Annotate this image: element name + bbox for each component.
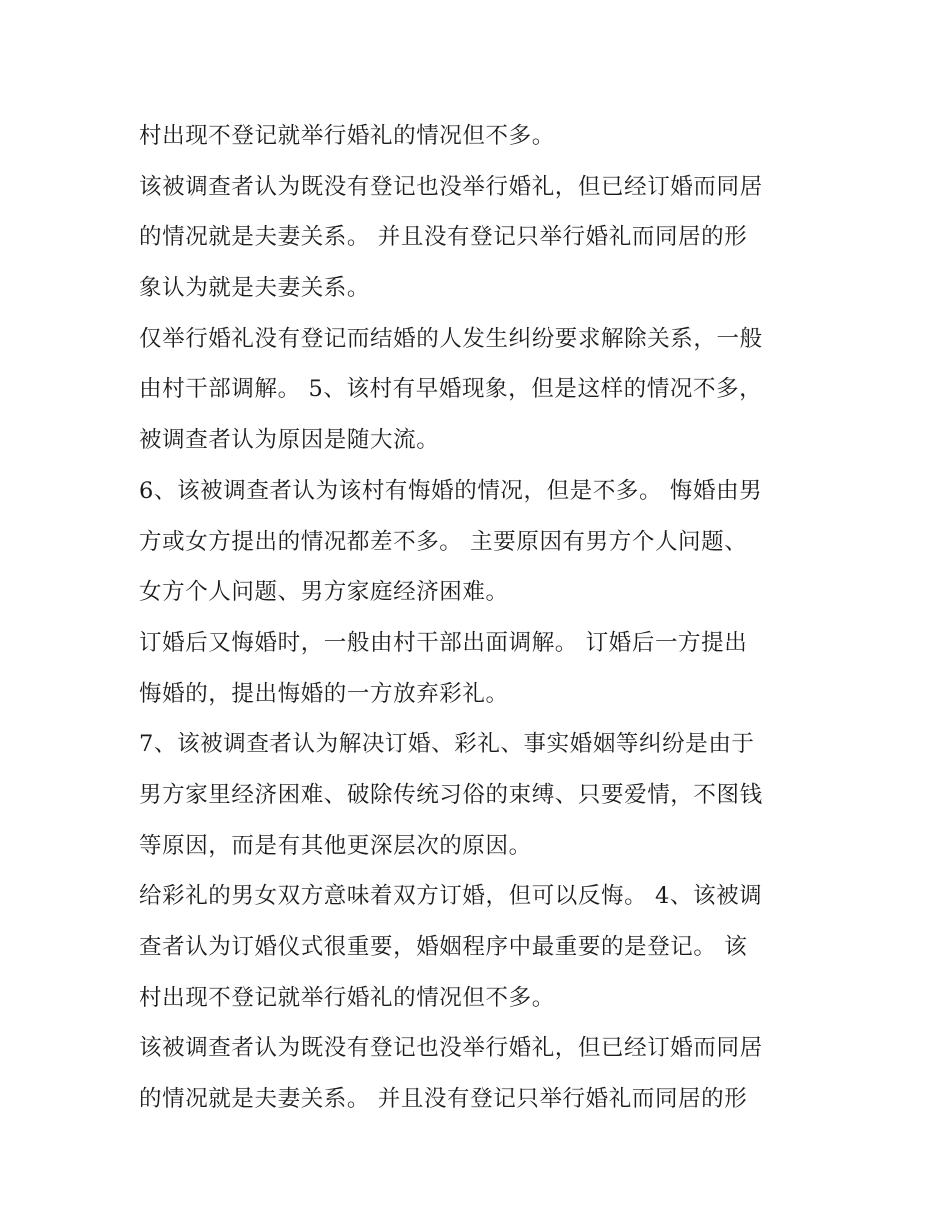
text-line: 仅举行婚礼没有登记而结婚的人发生纠纷要求解除关系，一般 bbox=[139, 325, 763, 352]
text-line: 悔婚的，提出悔婚的一方放弃彩礼。 bbox=[139, 680, 509, 707]
text-line: 订婚后又悔婚时，一般由村干部出面调解。 订婚后一方提出 bbox=[139, 629, 748, 656]
text-line: 村出现不登记就举行婚礼的情况但不多。 bbox=[139, 123, 555, 149]
text-line: 的情况就是夫妻关系。 并且没有登记只举行婚礼而同居的形 bbox=[139, 1086, 748, 1113]
text-line: 等原因，而是有其他更深层次的原因。 bbox=[139, 832, 532, 859]
text-line: 给彩礼的男女双方意味着双方订婚，但可以反悔。 4、该被调 bbox=[139, 883, 763, 910]
text-line: 7、该被调查者认为解决订婚、彩礼、事实婚姻等纠纷是由于 bbox=[139, 731, 755, 758]
text-line: 的情况就是夫妻关系。 并且没有登记只举行婚礼而同居的形 bbox=[139, 224, 748, 251]
text-line: 该被调查者认为既没有登记也没举行婚礼，但已经订婚而同居 bbox=[139, 1035, 763, 1062]
text-line: 由村干部调解。 5、该村有早婚现象，但是这样的情况不多， bbox=[139, 376, 763, 403]
text-line: 方或女方提出的情况都差不多。 主要原因有男方个人问题、 bbox=[139, 528, 748, 555]
text-line: 女方个人问题、男方家庭经济困难。 bbox=[139, 579, 509, 606]
text-line: 村出现不登记就举行婚礼的情况但不多。 bbox=[139, 984, 555, 1011]
text-line: 查者认为订婚仪式很重要，婚姻程序中最重要的是登记。 该 bbox=[139, 934, 748, 960]
text-line: 该被调查者认为既没有登记也没举行婚礼，但已经订婚而同居 bbox=[139, 173, 763, 200]
text-line: 男方家里经济困难、破除传统习俗的束缚、只要爱情，不图钱 bbox=[139, 781, 763, 808]
text-line: 象认为就是夫妻关系。 bbox=[139, 275, 371, 302]
body-text bbox=[139, 111, 829, 1125]
text-line: 6、该被调查者认为该村有悔婚的情况，但是不多。 悔婚由男 bbox=[139, 477, 763, 504]
text-line: 被调查者认为原因是随大流。 bbox=[139, 427, 440, 454]
